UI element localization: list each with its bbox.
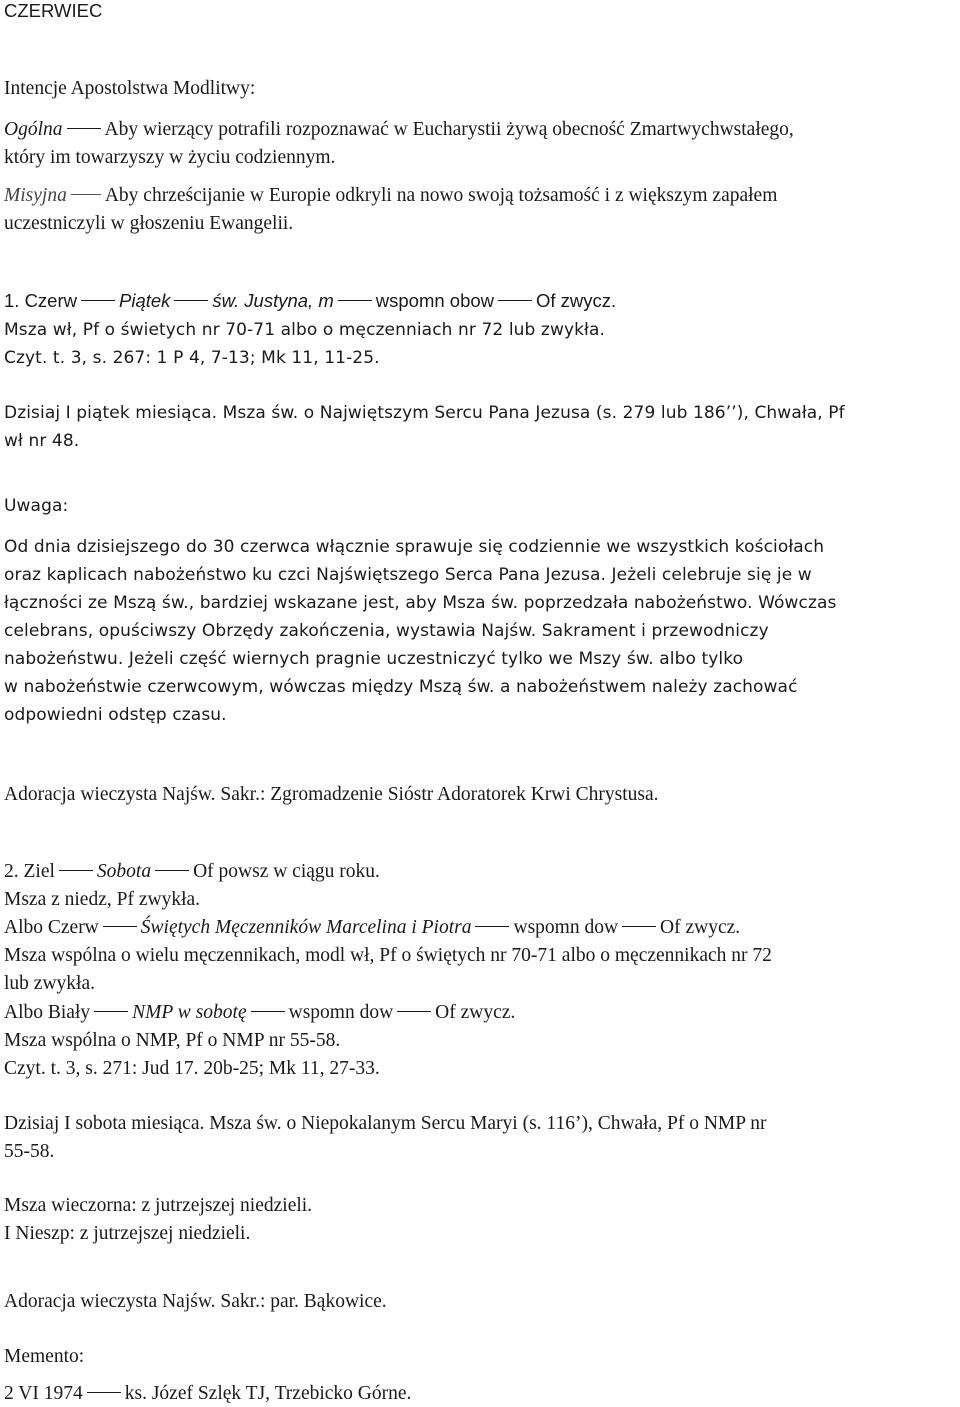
day2-vespers: I Nieszp: z jutrzejszej niedzieli. bbox=[4, 1223, 251, 1244]
day1-date: 1. Czerw bbox=[4, 290, 77, 311]
day1-uwaga-line: Od dnia dzisiejszego do 30 czerwca włącznie sprawuje się codziennie we wszystkich kościołach bbox=[4, 537, 825, 557]
day2-alt1-office: Of zwycz. bbox=[660, 917, 741, 938]
day1-rank: wspomn obow bbox=[375, 290, 495, 311]
day2-evening-mass: Msza wieczorna: z jutrzejszej niedzieli. bbox=[4, 1195, 313, 1216]
day1-header bbox=[4, 292, 616, 311]
day1-uwaga-line: odpowiedni odstęp czasu. bbox=[4, 705, 227, 725]
day2-alt2-rank: wspomn dow bbox=[288, 1002, 394, 1023]
day2-alt1-saints: Świętych Męczenników Marcelina i Piotra bbox=[140, 917, 472, 938]
em-dash bbox=[103, 926, 137, 927]
day2-mass: Msza z niedz, Pf zwykła. bbox=[4, 889, 201, 910]
intention-mission-label: Misyjna bbox=[4, 185, 67, 206]
memento-date: 2 VI 1974 bbox=[4, 1383, 83, 1404]
day1-weekday: Piątek bbox=[119, 290, 171, 311]
day2-note-line2: 55-58. bbox=[4, 1141, 55, 1162]
day1-saint: św. Justyna, m bbox=[212, 290, 334, 311]
day1-uwaga-line: celebrans, opuściwszy Obrzędy zakończenia, wystawia Najśw. Sakrament i przewodniczy bbox=[4, 621, 769, 641]
day2-alt2-office: Of zwycz. bbox=[435, 1002, 516, 1023]
day1-uwaga-label: Uwaga: bbox=[4, 496, 69, 516]
day2-alt2-name: NMP w sobotę bbox=[132, 1002, 247, 1023]
memento-text: ks. Józef Szlęk TJ, Trzebicko Górne. bbox=[124, 1383, 412, 1404]
em-dash bbox=[622, 926, 656, 927]
em-dash bbox=[94, 1011, 128, 1012]
intention-mission-line2: uczestniczyli w głoszeniu Ewangelii. bbox=[4, 213, 294, 234]
day1-uwaga-line: oraz kaplicach nabożeństwo ku czci Najświętszego Serca Pana Jezusa. Jeżeli celebruje się je w bbox=[4, 565, 812, 585]
day2-alt1-prefix: Albo Czerw bbox=[4, 917, 99, 938]
day2-note-line1: Dzisiaj I sobota miesiąca. Msza św. o Niepokalanym Sercu Maryi (s. 116’), Chwała, Pf o NMP nr bbox=[4, 1113, 767, 1134]
em-dash bbox=[174, 300, 208, 301]
day2-alt1-mass-line1: Msza wspólna o wielu męczennikach, modl wł, Pf o świętych nr 70-71 albo o męczennikach nr 72 bbox=[4, 945, 772, 966]
intention-mission-text: Aby chrześcijanie w Europie odkryli na nowo swoją tożsamość i z większym zapałem bbox=[104, 185, 778, 206]
intention-general-line2: który im towarzyszy w życiu codziennym. bbox=[4, 147, 336, 168]
day1-readings: Czyt. t. 3, s. 267: 1 P 4, 7-13; Mk 11, 11-25. bbox=[4, 348, 380, 368]
intention-mission-line1 bbox=[4, 186, 777, 206]
day1-uwaga-line: w nabożeństwie czerwcowym, wówczas między Mszą św. a nabożeństwem należy zachować bbox=[4, 677, 798, 697]
day2-alt1 bbox=[4, 918, 740, 938]
intention-general-line1 bbox=[4, 120, 794, 140]
em-dash bbox=[498, 300, 532, 301]
em-dash bbox=[67, 128, 101, 129]
memento-label: Memento: bbox=[4, 1346, 85, 1367]
day2-alt1-rank: wspomn dow bbox=[513, 917, 619, 938]
memento-entry bbox=[4, 1384, 411, 1404]
intention-general-text: Aby wierzący potrafili rozpoznawać w Eucharystii żywą obecność Zmartwychwstałego, bbox=[104, 119, 794, 140]
day1-office: Of zwycz. bbox=[536, 290, 617, 311]
day2-readings: Czyt. t. 3, s. 271: Jud 17. 20b-25; Mk 11, 27-33. bbox=[4, 1058, 380, 1079]
intentions-heading: Intencje Apostolstwa Modlitwy: bbox=[4, 78, 256, 99]
day2-alt2 bbox=[4, 1003, 515, 1023]
em-dash bbox=[81, 300, 115, 301]
day2-header bbox=[4, 862, 380, 882]
day1-note-line2: wł nr 48. bbox=[4, 431, 80, 451]
day2-adoration: Adoracja wieczysta Najśw. Sakr.: par. Bąkowice. bbox=[4, 1291, 387, 1312]
day2-weekday: Sobota bbox=[96, 861, 152, 882]
em-dash bbox=[155, 870, 189, 871]
em-dash bbox=[71, 194, 101, 195]
day2-alt1-mass-line2: lub zwykła. bbox=[4, 973, 95, 994]
day2-office: Of powsz w ciągu roku. bbox=[193, 861, 380, 882]
page-title: CZERWIEC bbox=[4, 0, 103, 21]
day2-alt2-prefix: Albo Biały bbox=[4, 1002, 91, 1023]
day1-adoration: Adoracja wieczysta Najśw. Sakr.: Zgromadzenie Sióstr Adoratorek Krwi Chrystusa. bbox=[4, 784, 659, 805]
day1-uwaga-line: łączności ze Mszą św., bardziej wskazane jest, aby Msza św. poprzedzała nabożeństwo. Wówczas bbox=[4, 593, 837, 613]
em-dash bbox=[251, 1011, 285, 1012]
day1-note-line1: Dzisiaj I piątek miesiąca. Msza św. o Najwiętszym Sercu Pana Jezusa (s. 279 lub 186’’), Chwała, Pf bbox=[4, 403, 845, 423]
em-dash bbox=[397, 1011, 431, 1012]
day1-uwaga-line: nabożeństwu. Jeżeli część wiernych pragnie uczestniczyć tylko we Mszy św. albo tylko bbox=[4, 649, 744, 669]
em-dash bbox=[59, 870, 93, 871]
em-dash bbox=[475, 926, 509, 927]
em-dash bbox=[338, 300, 372, 301]
day1-mass: Msza wł, Pf o świetych nr 70-71 albo o męczenniach nr 72 lub zwykła. bbox=[4, 320, 606, 340]
intention-general-label: Ogólna bbox=[4, 119, 63, 140]
day2-alt2-mass: Msza wspólna o NMP, Pf o NMP nr 55-58. bbox=[4, 1030, 341, 1051]
em-dash bbox=[87, 1392, 121, 1393]
day2-date: 2. Ziel bbox=[4, 861, 55, 882]
